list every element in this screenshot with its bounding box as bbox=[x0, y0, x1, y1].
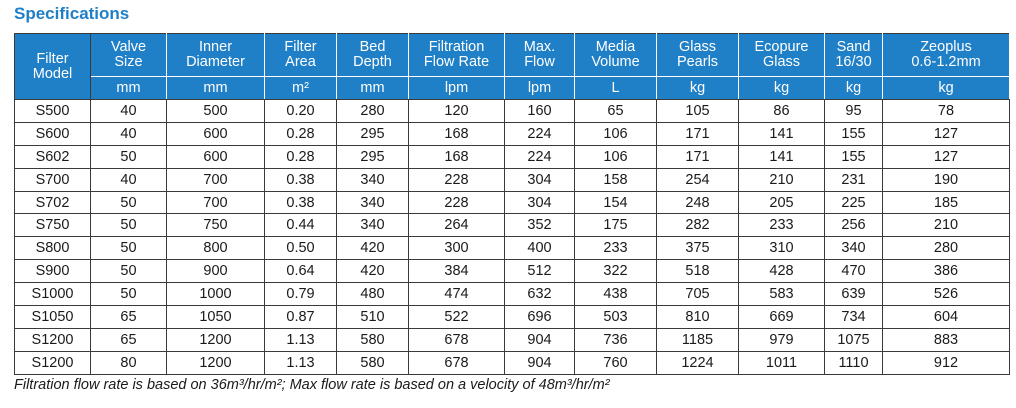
table-row bbox=[15, 283, 1010, 306]
table-cell: 256 bbox=[825, 214, 883, 237]
table-cell: 50 bbox=[91, 145, 167, 168]
table-cell: 155 bbox=[825, 145, 883, 168]
table-cell: 705 bbox=[657, 283, 739, 306]
table-row bbox=[15, 328, 1010, 351]
table-cell: 233 bbox=[575, 237, 657, 260]
table-cell: 264 bbox=[409, 214, 505, 237]
filter-model-cell: S600 bbox=[15, 122, 91, 145]
unit-cell: kg bbox=[739, 77, 825, 100]
header-line: Flow bbox=[524, 54, 555, 70]
filter-model-cell: S1050 bbox=[15, 306, 91, 329]
table-cell: 1110 bbox=[825, 351, 883, 374]
header-line: Filter bbox=[284, 39, 317, 55]
table-cell: 600 bbox=[167, 122, 265, 145]
table-cell: 883 bbox=[883, 328, 1010, 351]
table-cell: 600 bbox=[167, 145, 265, 168]
header-line: Glass bbox=[762, 54, 801, 70]
column-header-sand bbox=[825, 34, 883, 77]
table-cell: 65 bbox=[575, 100, 657, 123]
header-line: Inner bbox=[198, 39, 233, 55]
table-cell: 300 bbox=[409, 237, 505, 260]
filter-model-cell: S750 bbox=[15, 214, 91, 237]
table-cell: 185 bbox=[883, 191, 1010, 214]
unit-cell: kg bbox=[657, 77, 739, 100]
table-cell: 1000 bbox=[167, 283, 265, 306]
table-cell: 210 bbox=[739, 168, 825, 191]
units-row bbox=[15, 77, 1010, 100]
table-cell: 282 bbox=[657, 214, 739, 237]
table-cell: 736 bbox=[575, 328, 657, 351]
table-cell: 248 bbox=[657, 191, 739, 214]
unit-cell: lpm bbox=[505, 77, 575, 100]
table-row bbox=[15, 351, 1010, 374]
table-cell: 280 bbox=[337, 100, 409, 123]
table-cell: 304 bbox=[505, 191, 575, 214]
table-cell: 86 bbox=[739, 100, 825, 123]
table-cell: 428 bbox=[739, 260, 825, 283]
table-cell: 0.50 bbox=[265, 237, 337, 260]
table-cell: 224 bbox=[505, 145, 575, 168]
table-cell: 171 bbox=[657, 145, 739, 168]
unit-cell: kg bbox=[825, 77, 883, 100]
table-cell: 352 bbox=[505, 214, 575, 237]
unit-cell: L bbox=[575, 77, 657, 100]
table-cell: 141 bbox=[739, 145, 825, 168]
table-cell: 503 bbox=[575, 306, 657, 329]
table-cell: 168 bbox=[409, 122, 505, 145]
table-cell: 522 bbox=[409, 306, 505, 329]
table-cell: 700 bbox=[167, 191, 265, 214]
table-row bbox=[15, 191, 1010, 214]
table-row bbox=[15, 260, 1010, 283]
table-cell: 0.64 bbox=[265, 260, 337, 283]
table-cell: 400 bbox=[505, 237, 575, 260]
column-header-bed-depth bbox=[337, 34, 409, 77]
table-cell: 228 bbox=[409, 191, 505, 214]
table-cell: 160 bbox=[505, 100, 575, 123]
table-cell: 50 bbox=[91, 191, 167, 214]
header-line: Size bbox=[114, 54, 143, 70]
column-header-filter-area bbox=[265, 34, 337, 77]
table-row bbox=[15, 214, 1010, 237]
header-line: Model bbox=[32, 65, 73, 82]
filter-model-cell: S700 bbox=[15, 168, 91, 191]
table-cell: 50 bbox=[91, 260, 167, 283]
table-row bbox=[15, 100, 1010, 123]
column-header-inner-diameter bbox=[167, 34, 265, 77]
table-cell: 340 bbox=[825, 237, 883, 260]
table-cell: 224 bbox=[505, 122, 575, 145]
header-line: Volume bbox=[591, 54, 640, 70]
column-header-filter-model bbox=[15, 34, 91, 100]
header-line: Glass bbox=[678, 39, 717, 55]
unit-cell: mm bbox=[337, 77, 409, 100]
table-cell: 310 bbox=[739, 237, 825, 260]
header-line: Bed bbox=[359, 39, 386, 55]
table-cell: 340 bbox=[337, 168, 409, 191]
table-cell: 480 bbox=[337, 283, 409, 306]
filter-model-cell: S1200 bbox=[15, 328, 91, 351]
table-cell: 420 bbox=[337, 237, 409, 260]
filter-model-cell: S900 bbox=[15, 260, 91, 283]
table-cell: 375 bbox=[657, 237, 739, 260]
table-cell: 734 bbox=[825, 306, 883, 329]
table-cell: 233 bbox=[739, 214, 825, 237]
filter-model-cell: S800 bbox=[15, 237, 91, 260]
header-line: Filtration bbox=[428, 39, 485, 55]
table-cell: 386 bbox=[883, 260, 1010, 283]
column-header-max-flow bbox=[505, 34, 575, 77]
table-cell: 78 bbox=[883, 100, 1010, 123]
table-cell: 168 bbox=[409, 145, 505, 168]
table-cell: 0.28 bbox=[265, 122, 337, 145]
table-cell: 0.28 bbox=[265, 145, 337, 168]
table-cell: 254 bbox=[657, 168, 739, 191]
table-cell: 1185 bbox=[657, 328, 739, 351]
table-cell: 580 bbox=[337, 351, 409, 374]
table-cell: 127 bbox=[883, 145, 1010, 168]
unit-cell: mm bbox=[91, 77, 167, 100]
table-cell: 1200 bbox=[167, 351, 265, 374]
header-line: 16/30 bbox=[835, 54, 872, 70]
table-cell: 80 bbox=[91, 351, 167, 374]
table-cell: 384 bbox=[409, 260, 505, 283]
header-line: Sand bbox=[836, 39, 871, 55]
header-line: Filter bbox=[36, 50, 69, 67]
table-cell: 127 bbox=[883, 122, 1010, 145]
column-header-valve-size bbox=[91, 34, 167, 77]
table-cell: 438 bbox=[575, 283, 657, 306]
header-line: Diameter bbox=[186, 54, 245, 70]
header-line: Max. bbox=[523, 39, 556, 55]
column-header-ecopure-glass bbox=[739, 34, 825, 77]
table-cell: 340 bbox=[337, 214, 409, 237]
table-cell: 678 bbox=[409, 351, 505, 374]
table-cell: 50 bbox=[91, 237, 167, 260]
table-cell: 604 bbox=[883, 306, 1010, 329]
table-cell: 158 bbox=[575, 168, 657, 191]
table-row bbox=[15, 237, 1010, 260]
table-cell: 95 bbox=[825, 100, 883, 123]
table-cell: 280 bbox=[883, 237, 1010, 260]
table-cell: 474 bbox=[409, 283, 505, 306]
table-cell: 700 bbox=[167, 168, 265, 191]
column-header-glass-pearls bbox=[657, 34, 739, 77]
table-cell: 175 bbox=[575, 214, 657, 237]
header-line: 0.6-1.2mm bbox=[911, 54, 981, 70]
table-cell: 810 bbox=[657, 306, 739, 329]
table-cell: 205 bbox=[739, 191, 825, 214]
table-cell: 231 bbox=[825, 168, 883, 191]
table-cell: 50 bbox=[91, 214, 167, 237]
table-cell: 632 bbox=[505, 283, 575, 306]
unit-cell: lpm bbox=[409, 77, 505, 100]
table-cell: 696 bbox=[505, 306, 575, 329]
header-line: Valve bbox=[110, 39, 147, 55]
table-row bbox=[15, 145, 1010, 168]
table-cell: 105 bbox=[657, 100, 739, 123]
filter-model-cell: S1200 bbox=[15, 351, 91, 374]
filter-model-cell: S602 bbox=[15, 145, 91, 168]
header-line: Zeoplus bbox=[920, 39, 972, 55]
column-header-filtration-flow-rate bbox=[409, 34, 505, 77]
table-cell: 526 bbox=[883, 283, 1010, 306]
table-cell: 65 bbox=[91, 306, 167, 329]
table-cell: 190 bbox=[883, 168, 1010, 191]
header-line: Area bbox=[285, 54, 316, 70]
table-cell: 120 bbox=[409, 100, 505, 123]
table-cell: 0.87 bbox=[265, 306, 337, 329]
table-cell: 1.13 bbox=[265, 351, 337, 374]
unit-cell: kg bbox=[883, 77, 1010, 100]
table-cell: 65 bbox=[91, 328, 167, 351]
table-cell: 295 bbox=[337, 145, 409, 168]
table-cell: 322 bbox=[575, 260, 657, 283]
table-cell: 1011 bbox=[739, 351, 825, 374]
page-title: Specifications bbox=[14, 4, 130, 23]
table-cell: 141 bbox=[739, 122, 825, 145]
table-cell: 1.13 bbox=[265, 328, 337, 351]
table-cell: 0.38 bbox=[265, 168, 337, 191]
table-cell: 40 bbox=[91, 168, 167, 191]
table-cell: 1050 bbox=[167, 306, 265, 329]
table-cell: 470 bbox=[825, 260, 883, 283]
column-header-media-volume bbox=[575, 34, 657, 77]
table-cell: 304 bbox=[505, 168, 575, 191]
table-cell: 750 bbox=[167, 214, 265, 237]
filter-model-cell: S500 bbox=[15, 100, 91, 123]
table-cell: 40 bbox=[91, 122, 167, 145]
table-cell: 760 bbox=[575, 351, 657, 374]
table-cell: 171 bbox=[657, 122, 739, 145]
table-cell: 340 bbox=[337, 191, 409, 214]
table-row bbox=[15, 306, 1010, 329]
table-row bbox=[15, 168, 1010, 191]
table-cell: 1224 bbox=[657, 351, 739, 374]
table-cell: 979 bbox=[739, 328, 825, 351]
column-header-zeoplus bbox=[883, 34, 1010, 77]
table-cell: 800 bbox=[167, 237, 265, 260]
table-body bbox=[15, 100, 1010, 375]
header-row bbox=[15, 34, 1010, 77]
table-cell: 580 bbox=[337, 328, 409, 351]
table-cell: 904 bbox=[505, 328, 575, 351]
specifications-table bbox=[14, 33, 1010, 375]
filter-model-cell: S1000 bbox=[15, 283, 91, 306]
filter-model-cell: S702 bbox=[15, 191, 91, 214]
table-cell: 583 bbox=[739, 283, 825, 306]
unit-cell: mm bbox=[167, 77, 265, 100]
table-cell: 912 bbox=[883, 351, 1010, 374]
table-cell: 639 bbox=[825, 283, 883, 306]
header-line: Pearls bbox=[676, 54, 719, 70]
header-line: Depth bbox=[353, 54, 392, 70]
table-cell: 155 bbox=[825, 122, 883, 145]
table-cell: 40 bbox=[91, 100, 167, 123]
table-cell: 106 bbox=[575, 145, 657, 168]
table-cell: 904 bbox=[505, 351, 575, 374]
table-cell: 500 bbox=[167, 100, 265, 123]
table-cell: 900 bbox=[167, 260, 265, 283]
table-cell: 0.20 bbox=[265, 100, 337, 123]
table-cell: 0.79 bbox=[265, 283, 337, 306]
table-row bbox=[15, 122, 1010, 145]
table-cell: 669 bbox=[739, 306, 825, 329]
table-cell: 295 bbox=[337, 122, 409, 145]
table-cell: 154 bbox=[575, 191, 657, 214]
table-cell: 512 bbox=[505, 260, 575, 283]
header-line: Flow Rate bbox=[423, 54, 490, 70]
table-cell: 50 bbox=[91, 283, 167, 306]
table-cell: 225 bbox=[825, 191, 883, 214]
table-cell: 106 bbox=[575, 122, 657, 145]
table-cell: 510 bbox=[337, 306, 409, 329]
table-cell: 0.44 bbox=[265, 214, 337, 237]
header-line: Ecopure bbox=[754, 39, 809, 55]
table-cell: 1075 bbox=[825, 328, 883, 351]
table-cell: 0.38 bbox=[265, 191, 337, 214]
table-cell: 1200 bbox=[167, 328, 265, 351]
table-cell: 678 bbox=[409, 328, 505, 351]
table-cell: 518 bbox=[657, 260, 739, 283]
footnote: Filtration flow rate is based on 36m³/hr/m²; Max flow rate is based on a velocity of 48m³/hr/m² bbox=[14, 377, 610, 393]
table-cell: 210 bbox=[883, 214, 1010, 237]
unit-cell: m² bbox=[265, 77, 337, 100]
header-line: Media bbox=[595, 39, 636, 55]
table-cell: 420 bbox=[337, 260, 409, 283]
table-cell: 228 bbox=[409, 168, 505, 191]
